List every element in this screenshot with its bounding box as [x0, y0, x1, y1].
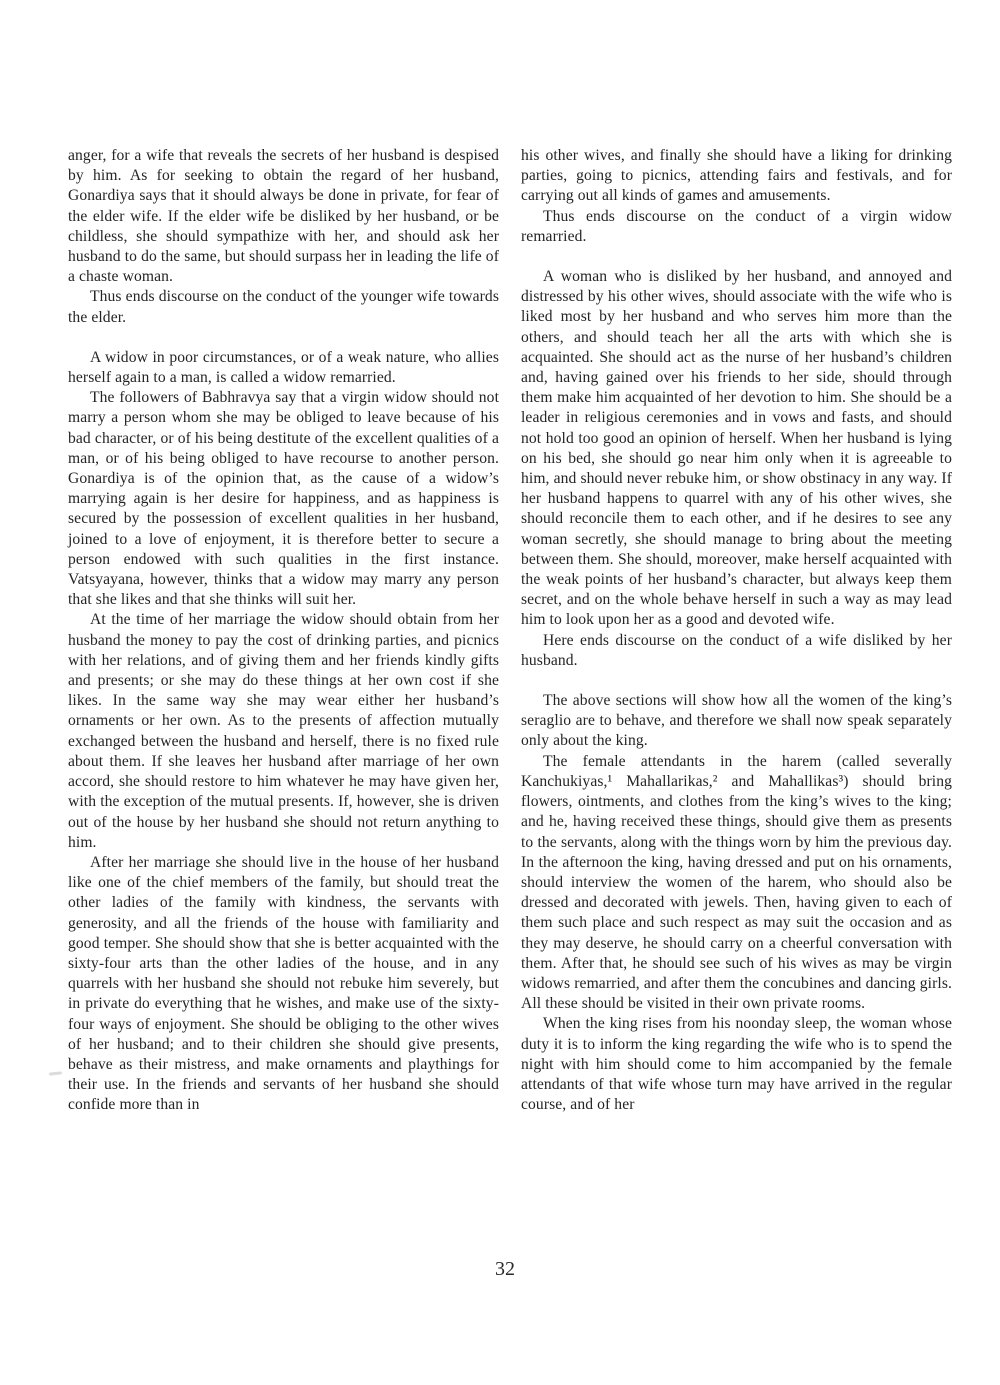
left-column	[68, 146, 499, 1116]
page-number: 32	[495, 1258, 515, 1280]
paragraph: his other wives, and finally she should have a liking for drinking parties, going to picnics, attending fairs and festivals, and for carrying out all kinds of games and amusements.	[521, 147, 952, 205]
paragraph: When the king rises from his noonday sleep, the woman whose duty it is to inform the king regarding the wife who is to spend the night with him should come to him accompanied by the female attendants of that wife whose turn may have arrived in the regular course, and of her	[521, 1015, 952, 1114]
paragraph: Here ends discourse on the conduct of a wife disliked by her husband.	[521, 631, 952, 669]
text-columns	[68, 146, 952, 1116]
paragraph: Thus ends discourse on the conduct of a virgin widow remarried.	[521, 207, 952, 245]
paragraph: After her marriage she should live in the house of her husband like one of the chief members of the family, but should treat the other ladies of the family with kindness, the servants with generosity, and all the friends of the house with familiarity and good temper. She should show that she is better acquainted with the sixty-four arts than the other ladies of the house, and in any quarrels with her husband she should not rebuke him severely, but in private do everything that he wishes, and make use of the sixty-four ways of enjoyment. She should be obliging to the other wives of her husband; and to their children she should give presents, behave as their mistress, and make ornaments and playthings for their use. In the friends and servants of her husband she should confide more than in	[68, 853, 499, 1114]
paragraph: A woman who is disliked by her husband, and annoyed and distressed by his other wives, should associate with the wife who is liked most by her husband and who serves him more than the others, and should teach her all the arts with which she is acquainted. She should act as the nurse of her husband’s children and, having gained over his friends to her side, should through them make him acquainted of her devotion to him. She should be a leader in religious ceremonies and in vows and fasts, and should not hold too good an opinion of herself. When her husband is lying on his bed, she should go near him only when it is agreeable to him, and should never rebuke him, or show obstinacy in any way. If her husband happens to quarrel with any of his other wives, she should reconcile them to each other, and if he desires to see any woman secretly, she should manage to bring about the meeting between them. She should, moreover, make herself acquainted with the weak points of her husband’s character, but always keep them secret, and on the whole behave herself in such a way as may lead him to look upon her as a good and devoted wife.	[521, 268, 952, 629]
paragraph: The female attendants in the harem (called severally Kanchukiyas,¹ Mahallarikas,² and Mahallikas³) should bring flowers, ointments, and clothes from the king’s wives to the king; and he, having received these things, should give them as presents to the servants, along with the things worn by him the previous day. In the afternoon the king, having dressed and put on his ornaments, should interview the women of the harem, who should also be dressed and decorated with jewels. Then, having given to each of them such place and such respect as may suit the occasion and as they may deserve, he should carry on a cheerful conversation with them. After that, he should see such of his wives as may be virgin widows remarried, and after them the concubines and dancing girls. All these should be visited in their own private rooms.	[521, 752, 952, 1013]
paragraph: The followers of Babhravya say that a virgin widow should not marry a person whom she may be obliged to leave because of his bad character, or of his being destitute of the excellent qualities of a man, or of his being obliged to have recourse to another person. Gonardiya is of the opinion that, as the cause of a widow’s marrying again is her desire for happiness, and as happiness is secured by the possession of excellent qualities in her husband, joined to a love of enjoyment, it is therefore better to secure a person endowed with such qualities in the first instance. Vatsyayana, however, thinks that a widow may marry any person that she likes and that she thinks will suit her.	[68, 389, 499, 609]
paragraph: At the time of her marriage the widow should obtain from her husband the money to pay the cost of drinking parties, and picnics with her relations, and of giving them and her friends kindly gifts and presents; or she may do these things at her own cost if she likes. In the same way she may wear either her husband’s ornaments or her own. As to the presents of affection mutually exchanged between the husband and herself, there is no fixed rule about them. If she leaves her husband after marriage of her own accord, she should restore to him whatever he may have given her, with the exception of the mutual presents. If, however, she is driven out of the house by her husband she should not return anything to him.	[68, 611, 499, 851]
right-column	[521, 146, 952, 1116]
paragraph: A widow in poor circumstances, or of a weak nature, who allies herself again to a man, is called a widow remarried.	[68, 348, 499, 387]
paragraph: The above sections will show how all the women of the king’s seraglio are to behave, and therefore we shall now speak separately only about the king.	[521, 692, 952, 750]
paragraph: anger, for a wife that reveals the secrets of her husband is despised by him. As for seeking to obtain the regard of her husband, Gonardiya says that it should always be done in private, for fear of the elder wife. If the elder wife be disliked by her husband, or be childless, she should sympathize with her, and should ask her husband to do the same, but should surpass her in leading the life of a chaste woman.	[68, 147, 499, 286]
scan-artifact-mark	[49, 1071, 62, 1075]
paragraph: Thus ends discourse on the conduct of the younger wife towards the elder.	[68, 288, 499, 326]
